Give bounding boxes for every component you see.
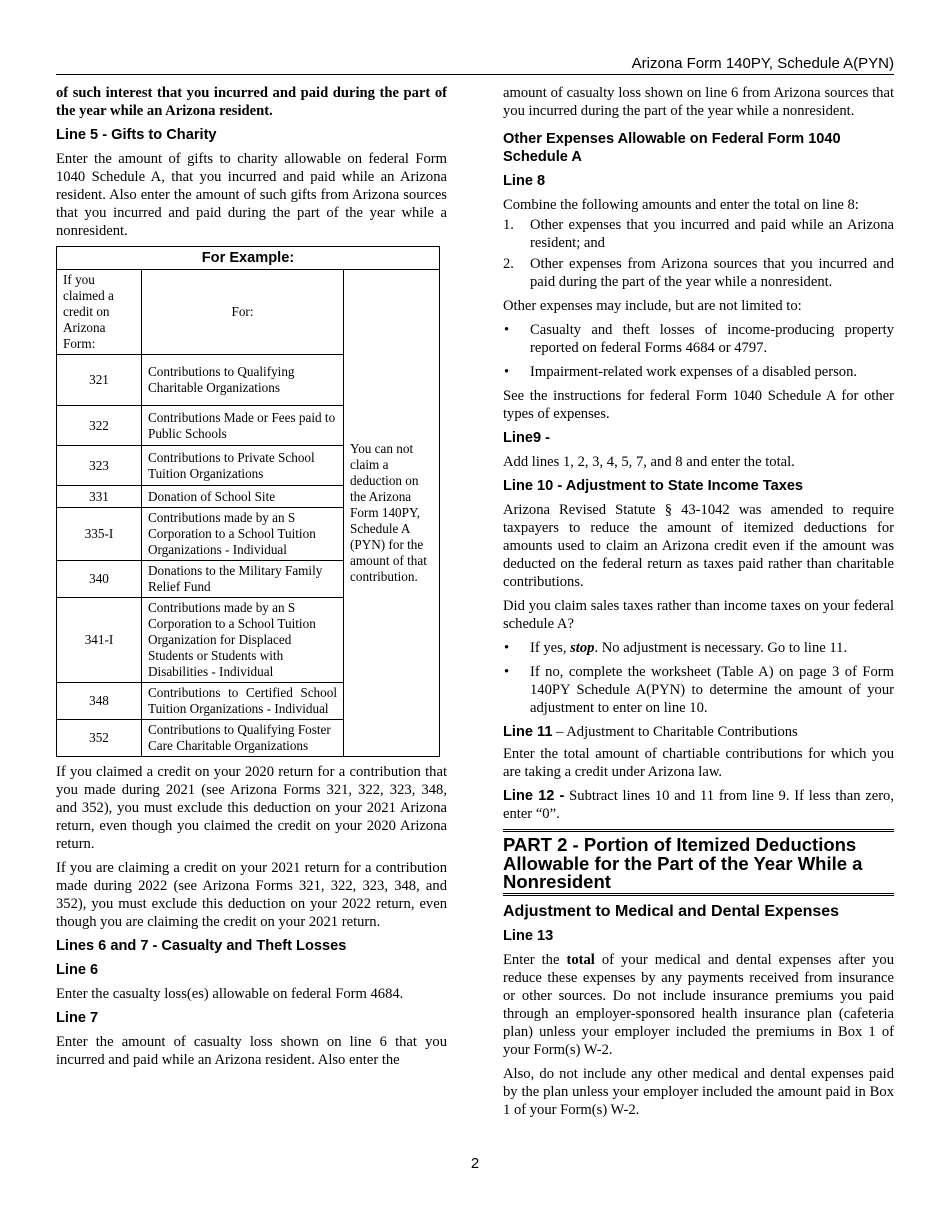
line9-heading: Line9 - — [503, 430, 551, 446]
right-column — [503, 84, 894, 1125]
list-item — [503, 321, 894, 357]
line9-text: Add lines 1, 2, 3, 4, 5, 7, and 8 and enter the total. — [503, 454, 795, 470]
example-table-title: For Example: — [57, 247, 440, 270]
list-item — [503, 663, 894, 717]
line8-list — [503, 216, 894, 291]
line11-label: Line 11 — [503, 724, 553, 740]
lines67-heading: Lines 6 and 7 - Casualty and Theft Losses — [56, 938, 347, 954]
line13-pre: Enter the — [503, 951, 567, 968]
table-row-desc: Contributions made by an S Corporation to a School Tuition Organizations - Individual — [142, 508, 344, 561]
list-item — [503, 639, 894, 657]
table-row-desc: Donation of School Site — [142, 486, 344, 508]
part2-heading: PART 2 - Portion of Itemized Deductions Allowable for the Part of the Year While a Nonresident — [503, 829, 894, 896]
table-row-code: 331 — [57, 486, 142, 508]
table-row-desc: Donations to the Military Family Relief Fund — [142, 561, 344, 598]
line10-question: Did you claim sales taxes rather than income taxes on your federal schedule A? — [503, 598, 894, 632]
line11-heading — [503, 723, 894, 741]
line11-text: Enter the total amount of chartiable contributions for which you are taking a credit under Arizona law. — [503, 746, 894, 780]
list-item-text: Impairment-related work expenses of a disabled person. — [530, 364, 858, 380]
table-row-code: 322 — [57, 406, 142, 446]
para-2021: If you are claiming a credit on your 2021 return for a contribution made during 2022 (see Arizona Forms 321, 322, 323, 348, and 352), you must exclude this deduction on your 2022 return, even though you are claiming the credit on your 2021 return. — [56, 860, 447, 930]
table-row-code: 341-I — [57, 598, 142, 683]
line8-text: Combine the following amounts and enter the total on line 8: — [503, 197, 859, 213]
bullet-icon: • — [504, 322, 510, 338]
bullet-icon: • — [504, 364, 510, 380]
casualty-continued: amount of casualty loss shown on line 6 from Arizona sources that you incurred during the part of the year while a nonresident. — [503, 85, 894, 119]
line13-bold: total — [566, 951, 595, 968]
line11-title: – Adjustment to Charitable Contributions — [552, 724, 798, 740]
table-row-code: 335-I — [57, 508, 142, 561]
yes-no-list — [503, 639, 894, 717]
col1-header: If you claimed a credit on Arizona Form: — [57, 270, 142, 355]
bullet-icon: • — [504, 640, 510, 656]
line8-heading: Line 8 — [503, 173, 546, 189]
other-expenses-heading: Other Expenses Allowable on Federal Form 1040 Schedule A — [503, 131, 841, 165]
line13-also: Also, do not include any other medical and dental expenses paid by the plan unless your employer included the amount paid in Box 1 of your Form(s) W-2. — [503, 1065, 894, 1118]
line6-text: Enter the casualty loss(es) allowable on federal Form 4684. — [56, 986, 404, 1002]
line13-post: of your medical and dental expenses after you reduce these expenses by any payments received from insurance or other sources. Do not include insurance premiums you paid through an employer-sponsored health insurance plan (cafeteria plan) unless your employer included the premiums in Box 1 of your Form(s) W-2. — [503, 951, 894, 1058]
line12-label: Line 12 - — [503, 788, 565, 804]
line7-heading: Line 7 — [56, 1010, 99, 1026]
line13-text — [503, 951, 894, 1059]
yes-prefix: If yes, — [530, 640, 571, 656]
col2-header: For: — [142, 270, 344, 355]
other-include-text: Other expenses may include, but are not limited to: — [503, 298, 802, 314]
yes-suffix: . No adjustment is necessary. Go to line 11. — [594, 640, 848, 656]
line13-heading: Line 13 — [503, 927, 554, 944]
table-row-code: 321 — [57, 355, 142, 406]
page-number: 2 — [470, 1155, 480, 1172]
line10-heading: Line 10 - Adjustment to State Income Taxes — [503, 478, 804, 494]
line5-text: Enter the amount of gifts to charity allowable on federal Form 1040 Schedule A, that you incurred and paid while an Arizona resident. Also enter the amount of such gifts from Arizona sources that you incurred and paid during the part of the year while a nonresident. — [56, 151, 447, 239]
list-item — [503, 216, 894, 252]
list-item-text: Other expenses from Arizona sources that you incurred and paid during the part of the year while a nonresident. — [530, 256, 894, 290]
line10-text: Arizona Revised Statute § 43-1042 was amended to require taxpayers to reduce the amount of itemized deductions for amounts used to claim an Arizona credit even if the amount was deducted on the federal return as taxes paid rather than charitable contributions. — [503, 502, 894, 590]
medical-heading: Adjustment to Medical and Dental Expenses — [503, 902, 840, 920]
table-row-desc: Contributions to Qualifying Charitable Organizations — [142, 355, 344, 406]
list-item — [503, 363, 894, 381]
line12-body: Subtract lines 10 and 11 from line 9. If less than zero, enter “0”. — [503, 788, 894, 822]
line12-text — [503, 787, 894, 823]
list-number: 1. — [503, 217, 514, 233]
table-row-code: 348 — [57, 683, 142, 720]
list-item-text: If no, complete the worksheet (Table A) on page 3 of Form 140PY Schedule A(PYN) to determine the amount of your adjustment to enter on line 10. — [530, 664, 894, 716]
example-table — [56, 246, 440, 757]
table-note: You can not claim a deduction on the Arizona Form 140PY, Schedule A (PYN) for the amount of that contribution. — [344, 270, 440, 757]
table-row-desc: Contributions to Certified School Tuition Organizations - Individual — [142, 683, 344, 720]
line6-heading: Line 6 — [56, 962, 99, 978]
table-row-code: 352 — [57, 720, 142, 757]
table-row-code: 323 — [57, 446, 142, 486]
table-row-desc: Contributions made by an S Corporation to a School Tuition Organization for Displaced Students or Students with Disabilities - Individual — [142, 598, 344, 683]
left-column — [56, 84, 447, 1075]
line5-heading: Line 5 - Gifts to Charity — [56, 127, 217, 143]
table-row-desc: Contributions Made or Fees paid to Public Schools — [142, 406, 344, 446]
table-row-desc: Contributions to Private School Tuition Organizations — [142, 446, 344, 486]
list-item-text: Casualty and theft losses of income-producing property reported on federal Forms 4684 or 4797. — [530, 322, 894, 356]
para-2020: If you claimed a credit on your 2020 return for a contribution that you made during 2021 (see Arizona Forms 321, 322, 323, 348, and 352), you must exclude this deduction on your 2021 Arizona return, even though you claimed the credit on your 2020 Arizona return. — [56, 764, 447, 852]
table-row-desc: Contributions to Qualifying Foster Care Charitable Organizations — [142, 720, 344, 757]
other-bullets — [503, 321, 894, 381]
list-number: 2. — [503, 256, 514, 272]
table-row-code: 340 — [57, 561, 142, 598]
see-instructions: See the instructions for federal Form 1040 Schedule A for other types of expenses. — [503, 388, 894, 422]
bullet-icon: • — [504, 664, 510, 680]
list-item — [503, 255, 894, 291]
yes-stop: stop — [570, 640, 595, 656]
intro-text: of such interest that you incurred and paid during the part of the year while an Arizona resident. — [56, 85, 447, 119]
list-item-text: Other expenses that you incurred and paid while an Arizona resident; and — [530, 217, 894, 251]
line7-text: Enter the amount of casualty loss shown on line 6 that you incurred and paid while an Arizona resident. Also enter the — [56, 1034, 447, 1068]
page-header: Arizona Form 140PY, Schedule A(PYN) — [631, 55, 894, 72]
header-rule — [56, 74, 894, 75]
